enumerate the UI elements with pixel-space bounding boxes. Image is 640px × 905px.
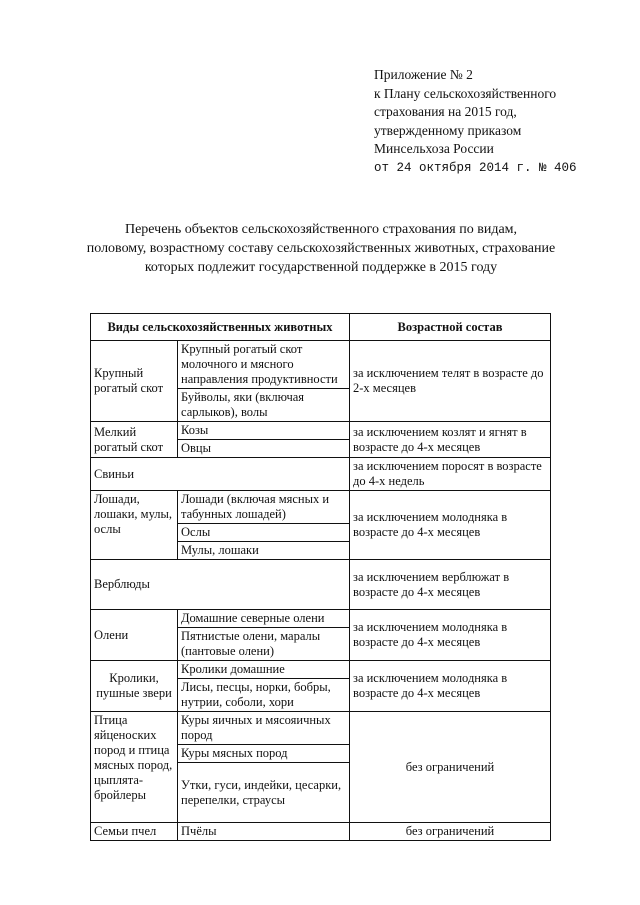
age-cell: без ограничений xyxy=(350,823,551,841)
table-row xyxy=(91,491,551,524)
age-cell: за исключением телят в возрасте до 2-х месяцев xyxy=(350,341,551,422)
table-row xyxy=(91,341,551,389)
age-cell: за исключением молодняка в возрасте до 4-х месяцев xyxy=(350,610,551,661)
item-cell: Кролики домашние xyxy=(178,661,350,679)
category-cell: Кролики, пушные звери xyxy=(91,661,178,712)
appendix-line: Минсельхоза России xyxy=(374,141,494,156)
appendix-line: к Плану сельскохозяйственного xyxy=(374,85,557,101)
age-cell: за исключением верблюжат в возрасте до 4-х месяцев xyxy=(350,560,551,610)
item-cell: Утки, гуси, индейки, цесарки, перепелки, страусы xyxy=(178,763,350,823)
age-cell: за исключением поросят в возрасте до 4-х недель xyxy=(350,458,551,491)
appendix-line: страхования на 2015 год, xyxy=(374,104,517,119)
table-row xyxy=(91,823,551,841)
item-cell: Козы xyxy=(178,422,350,440)
table-row xyxy=(91,560,551,610)
category-cell: Мелкий рогатый скот xyxy=(91,422,178,458)
column-header-age: Возрастной состав xyxy=(350,314,551,341)
item-cell: Куры мясных пород xyxy=(178,745,350,763)
item-cell: Пчёлы xyxy=(178,823,350,841)
document-title xyxy=(40,220,602,277)
insurance-objects-table xyxy=(90,313,551,841)
age-cell: за исключением козлят и ягнят в возрасте до 4-х месяцев xyxy=(350,422,551,458)
table-row xyxy=(91,712,551,745)
category-cell: Лошади, лошаки, мулы, ослы xyxy=(91,491,178,560)
appendix-number: Приложение № 2 xyxy=(374,67,473,82)
item-cell: Куры яичных и мясояичных пород xyxy=(178,712,350,745)
item-cell: Мулы, лошаки xyxy=(178,542,350,560)
item-cell: Ослы xyxy=(178,524,350,542)
item-cell: Буйволы, яки (включая сарлыков), волы xyxy=(178,389,350,422)
category-cell: Верблюды xyxy=(91,560,350,610)
title-line: которых подлежит государственной поддержке в 2015 году xyxy=(144,260,498,275)
appendix-line: утвержденному приказом xyxy=(374,122,522,138)
table-row xyxy=(91,610,551,628)
title-line: половому, возрастному составу сельскохозяйственных животных, страхование xyxy=(86,241,556,256)
age-cell: без ограничений xyxy=(350,712,551,823)
table-row xyxy=(91,458,551,491)
category-cell: Птица яйценоских пород и птица мясных пород, цыплята-бройлеры xyxy=(91,712,178,823)
item-cell: Овцы xyxy=(178,440,350,458)
category-cell: Олени xyxy=(91,610,178,661)
order-date: от 24 октября 2014 г. № 406 xyxy=(374,160,577,175)
category-cell: Крупный рогатый скот xyxy=(91,341,178,422)
age-cell: за исключением молодняка в возрасте до 4-х месяцев xyxy=(350,491,551,560)
category-cell: Свиньи xyxy=(91,458,350,491)
table-row xyxy=(91,661,551,679)
item-cell: Домашние северные олени xyxy=(178,610,350,628)
age-cell: за исключением молодняка в возрасте до 4-х месяцев xyxy=(350,661,551,712)
item-cell: Крупный рогатый скот молочного и мясного направления продуктивности xyxy=(178,341,350,389)
category-cell: Семьи пчел xyxy=(91,823,178,841)
table-header-row xyxy=(91,314,551,341)
item-cell: Лошади (включая мясных и табунных лошадей) xyxy=(178,491,350,524)
appendix-block xyxy=(374,66,624,177)
table-row xyxy=(91,422,551,440)
item-cell: Пятнистые олени, маралы (пантовые олени) xyxy=(178,628,350,661)
title-line: Перечень объектов сельскохозяйственного страхования по видам, xyxy=(124,222,518,237)
item-cell: Лисы, песцы, норки, бобры, нутрии, соболи, хори xyxy=(178,679,350,712)
column-header-species: Виды сельскохозяйственных животных xyxy=(91,314,350,341)
